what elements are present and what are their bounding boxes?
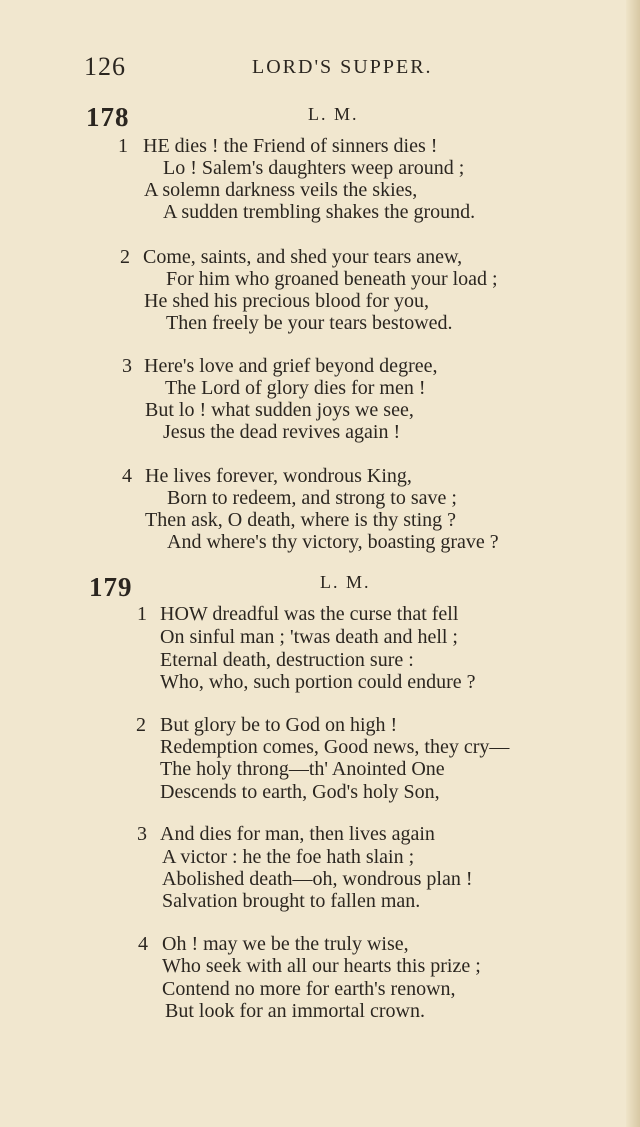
verse-line: And where's thy victory, boasting grave ? bbox=[167, 531, 499, 553]
verse-line: Jesus the dead revives again ! bbox=[163, 421, 401, 443]
verse-line: Who seek with all our hearts this prize ; bbox=[162, 955, 481, 977]
verse-line: Then ask, O death, where is thy sting ? bbox=[145, 509, 457, 531]
hymn-meter: L. M. bbox=[320, 572, 371, 592]
verse-line: The Lord of glory dies for men ! bbox=[165, 377, 426, 399]
page-number: 126 bbox=[84, 52, 126, 81]
verse-line: Here's love and grief beyond degree, bbox=[144, 355, 438, 377]
verse-line: Who, who, such portion could endure ? bbox=[160, 671, 476, 693]
verse-number: 2 bbox=[136, 714, 146, 736]
verse-line: He shed his precious blood for you, bbox=[144, 290, 429, 312]
verse-line: Contend no more for earth's renown, bbox=[162, 978, 456, 1000]
page-title: LORD'S SUPPER. bbox=[252, 56, 433, 78]
verse-number: 3 bbox=[137, 823, 147, 845]
verse-line: Eternal death, destruction sure : bbox=[160, 649, 414, 671]
verse-number: 4 bbox=[138, 933, 148, 955]
verse-line: Oh ! may we be the truly wise, bbox=[162, 933, 409, 955]
verse-number: 3 bbox=[122, 355, 132, 377]
verse-line: And dies for man, then lives again bbox=[160, 823, 435, 845]
verse-line: Salvation brought to fallen man. bbox=[162, 890, 421, 912]
hymn-number: 178 bbox=[86, 102, 130, 132]
running-head bbox=[84, 52, 604, 82]
verse-line: Come, saints, and shed your tears anew, bbox=[143, 246, 463, 268]
verse-line: A victor : he the foe hath slain ; bbox=[162, 846, 415, 868]
verse-line: HE dies ! the Friend of sinners dies ! bbox=[143, 135, 438, 157]
verse-line: Lo ! Salem's daughters weep around ; bbox=[163, 157, 465, 179]
page-edge bbox=[626, 0, 640, 1127]
verse-number: 1 bbox=[137, 603, 147, 625]
verse-line: But look for an immortal crown. bbox=[165, 1000, 425, 1022]
verse-line: On sinful man ; 'twas death and hell ; bbox=[160, 626, 458, 648]
verse-number: 4 bbox=[122, 465, 132, 487]
verse-line: The holy throng—th' Anointed One bbox=[160, 758, 445, 780]
verse-line: But glory be to God on high ! bbox=[160, 714, 398, 736]
verse-line: Born to redeem, and strong to save ; bbox=[167, 487, 457, 509]
hymn-number: 179 bbox=[89, 572, 133, 602]
verse-line: A sudden trembling shakes the ground. bbox=[163, 201, 476, 223]
verse-line: But lo ! what sudden joys we see, bbox=[145, 399, 414, 421]
verse-line: HOW dreadful was the curse that fell bbox=[160, 603, 459, 625]
verse-number: 2 bbox=[120, 246, 130, 268]
verse-line: For him who groaned beneath your load ; bbox=[166, 268, 498, 290]
verse-line: Redemption comes, Good news, they cry— bbox=[160, 736, 510, 758]
verse-line: Abolished death—oh, wondrous plan ! bbox=[162, 868, 473, 890]
verse-line: He lives forever, wondrous King, bbox=[145, 465, 412, 487]
verse-line: Then freely be your tears bestowed. bbox=[166, 312, 453, 334]
verse-line: Descends to earth, God's holy Son, bbox=[160, 781, 440, 803]
verse-number: 1 bbox=[118, 135, 128, 157]
hymn-meter: L. M. bbox=[308, 104, 359, 124]
verse-line: A solemn darkness veils the skies, bbox=[144, 179, 418, 201]
